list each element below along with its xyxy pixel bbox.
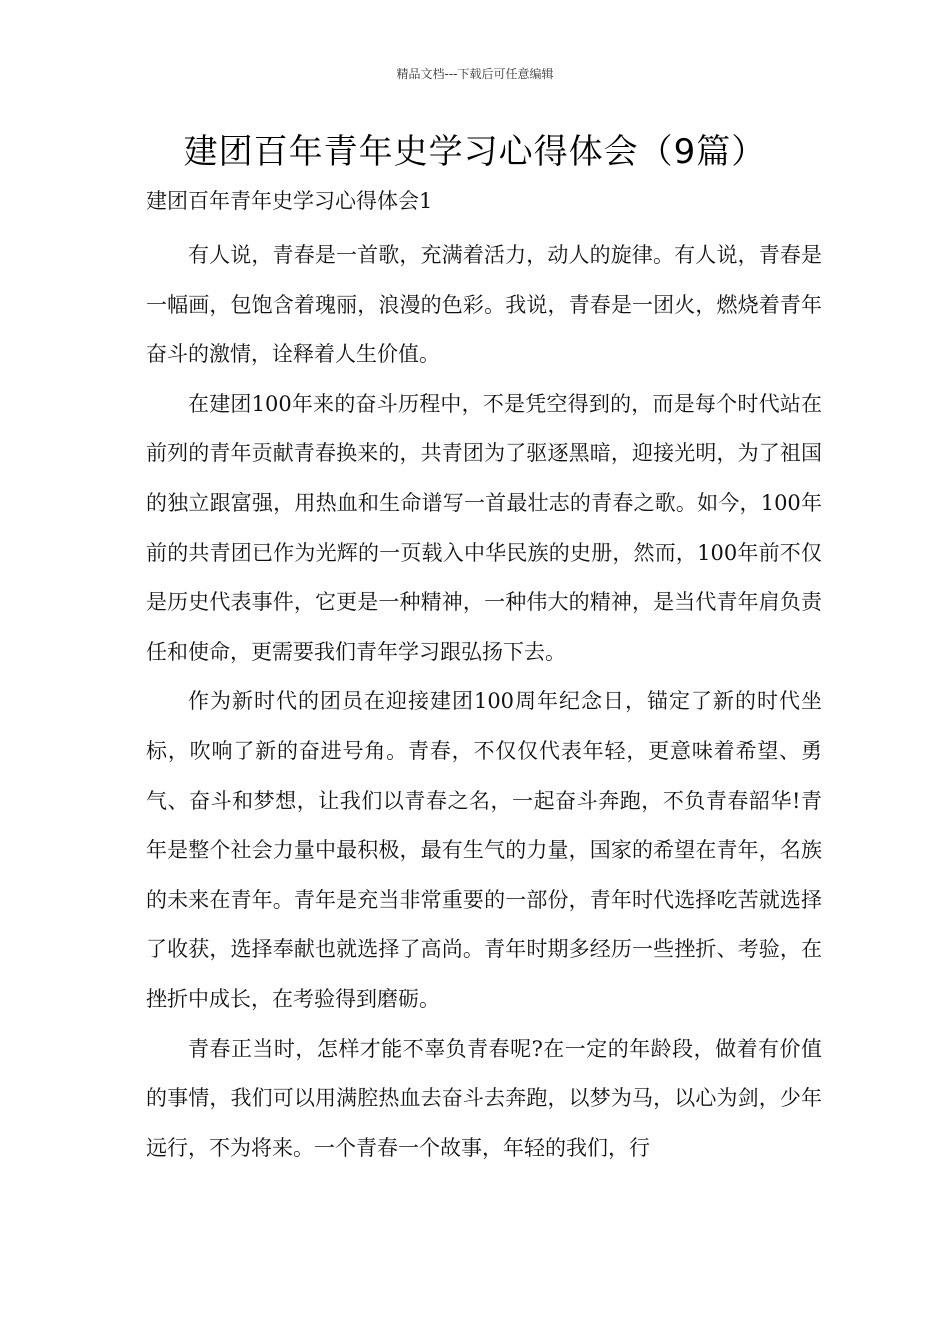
section-heading: 建团百年青年史学习心得体会1	[146, 189, 433, 213]
document-title: 建团百年青年史学习心得体会（9篇）	[183, 132, 767, 172]
paragraph: 在建团100年来的奋斗历程中，不是凭空得到的，而是每个时代站在前列的青年贡献青春换来的，共青团为了驱逐黑暗，迎接光明，为了祖国的独立跟富强，用热血和生命谱写一首最壮志的青春之歌。如今，100年前的共青团已作为光辉的一页载入中华民族的史册，然而，100年前不仅是历史代表事件，它更是一种精神，一种伟大的精神，是当代青年肩负责任和使命，更需要我们青年学习跟弘扬下去。	[146, 391, 822, 664]
paragraph: 青春正当时，怎样才能不辜负青春呢?在一定的年龄段，做着有价值的事情，我们可以用满腔热血去奋斗去奔跑，以梦为马，以心为剑，少年远行，不为将来。一个青春一个故事，年轻的我们，行	[146, 1036, 822, 1160]
document-body	[146, 231, 822, 1173]
paragraph: 有人说，青春是一首歌，充满着活力，动人的旋律。有人说，青春是一幅画，包饱含着瑰丽，浪漫的色彩。我说，青春是一团火，燃烧着青年奋斗的激情，诠释着人生价值。	[146, 243, 822, 367]
page-header: 精品文档---下载后可任意编辑	[396, 67, 554, 81]
paragraph: 作为新时代的团员在迎接建团100周年纪念日，锚定了新的时代坐标，吹响了新的奋进号角。青春，不仅仅代表年轻，更意味着希望、勇气、奋斗和梦想，让我们以青春之名，一起奋斗奔跑，不负青春韶华!青年是整个社会力量中最积极，最有生气的力量，国家的希望在青年，名族的未来在青年。青年是充当非常重要的一部份，青年时代选择吃苦就选择了收获，选择奉献也就选择了高尚。青年时期多经历一些挫折、考验，在挫折中成长，在考验得到磨砺。	[146, 689, 822, 1011]
